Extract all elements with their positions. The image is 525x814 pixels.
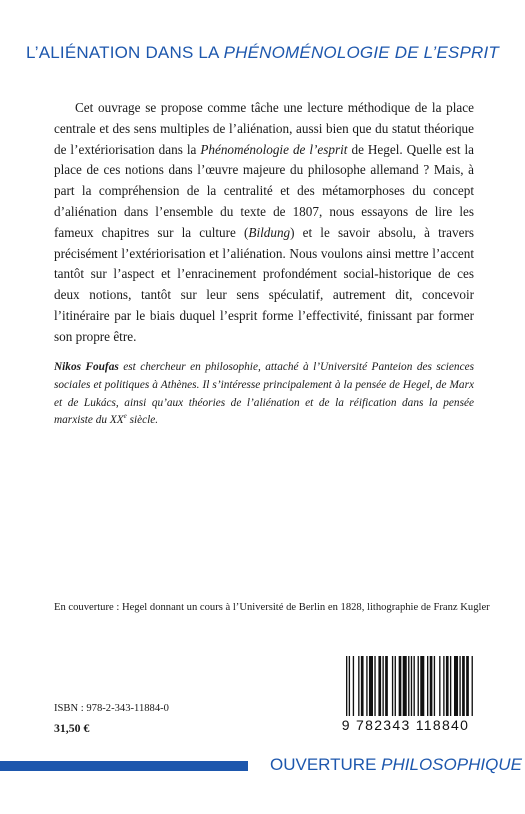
book-title-part2: PHÉNOMÉNOLOGIE DE L’ESPRIT: [223, 43, 499, 62]
author-bio: [54, 359, 474, 430]
barcode-bar: [450, 656, 451, 716]
barcode-bar: [369, 656, 373, 716]
barcode-bar: [403, 656, 407, 716]
collection-part1: OUVERTURE: [270, 755, 382, 774]
barcode-bar: [459, 656, 460, 716]
summary-text-b: de Hegel. Quelle est la place de ces notions dans l’œuvre majeure du philosophe allemand ? Mais, à part la compréhension de la centralité et des métamorphoses du concept d’aliénation dans l’ensemble du texte de 1807, nous essayons de lire les fameux chapitres sur la culture (: [54, 141, 474, 240]
barcode-bar: [466, 656, 469, 716]
isbn: ISBN : 978-2-343-11884-0: [54, 703, 169, 714]
barcode-bar: [472, 656, 473, 716]
barcode-bar: [358, 656, 359, 716]
summary-text-a: Cet ouvrage se propose comme tâche une lecture méthodique de la place centrale et des sens multiples de l’aliénation, aussi bien que du statut théorique de l’extériorisation dans la: [54, 100, 474, 157]
barcode-bar: [439, 656, 440, 716]
barcode-bar: [418, 656, 419, 716]
barcode-bar: [411, 656, 412, 716]
barcode-bar: [346, 656, 347, 716]
barcode-bar: [382, 656, 383, 716]
barcode-bar: [378, 656, 381, 716]
author-bio-text: est chercheur en philosophie, attaché à l’Université Panteion des sciences sociales et politiques à Athènes. Il s’intéresse principalement à la pensée de Hegel, de Marx et de Lukács, ainsi qu’aux théories de l’aliénation et de la réification dans la pensée marxiste du XX: [54, 361, 474, 427]
barcode-bar: [462, 656, 465, 716]
barcode-digits: 9 782343 118840: [341, 717, 470, 733]
barcode-bar: [395, 656, 396, 716]
barcode-bar: [399, 656, 402, 716]
barcode-bar: [408, 656, 409, 716]
summary-text-c: ) et le savoir absolu, à travers précisément l’extériorisation et l’aliénation. Nous voulons ainsi mettre l’accent tantôt sur l’aspect et l’enracinement profondément social-historique de ces deux notions, tantôt sur leur sens spéculatif, autrement dit, concevoir l’itinéraire par le biais duquel l’esprit forme l’effectivité, finissant par former son propre être.: [54, 224, 474, 344]
barcode-bar: [420, 656, 424, 716]
barcode: [332, 656, 479, 733]
barcode-bars: [332, 656, 479, 718]
barcode-bar: [385, 656, 388, 716]
barcode-bar: [392, 656, 393, 716]
book-title-part1: L’ALIÉNATION DANS LA: [26, 43, 224, 62]
barcode-bar: [374, 656, 375, 716]
barcode-bar: [443, 656, 444, 716]
barcode-bar: [366, 656, 367, 716]
barcode-bar: [353, 656, 354, 716]
author-bio-end: siècle.: [126, 414, 159, 427]
barcode-bar: [361, 656, 364, 716]
barcode-bar: [349, 656, 350, 716]
price: 31,50 €: [54, 721, 90, 735]
summary-paragraph: [54, 98, 474, 348]
summary-italic-a: Phénoménologie de l’esprit: [200, 141, 348, 157]
barcode-bar: [430, 656, 433, 716]
book-title: [0, 43, 525, 63]
barcode-bar: [414, 656, 415, 716]
barcode-bar: [446, 656, 449, 716]
cover-credit: En couverture : Hegel donnant un cours à l’Université de Berlin en 1828, lithographie de Franz Kugler: [54, 602, 490, 613]
accent-bar: [0, 761, 248, 771]
barcode-bar: [434, 656, 435, 716]
author-name: Nikos Foufas: [54, 361, 119, 373]
barcode-bar: [454, 656, 458, 716]
summary-italic-b: Bildung: [248, 224, 291, 240]
barcode-bar: [427, 656, 428, 716]
century-superscript: e: [123, 412, 127, 421]
collection-name: [270, 755, 522, 775]
collection-part2: PHILOSOPHIQUE: [381, 755, 522, 774]
